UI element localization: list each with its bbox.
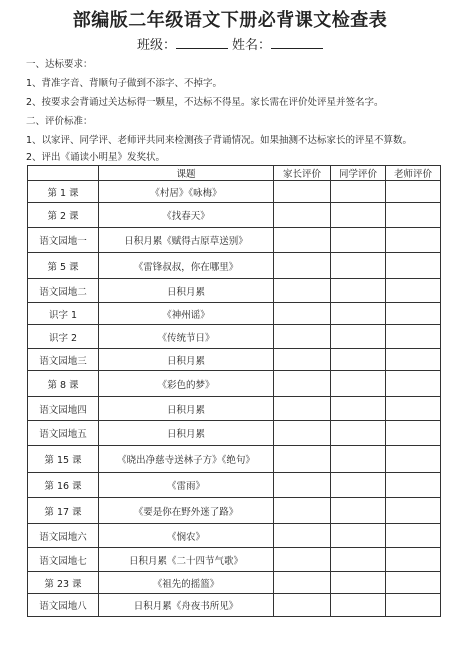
table-row: [28, 548, 441, 572]
checklist-table: [27, 165, 441, 617]
teacher-eval-cell[interactable]: [386, 498, 441, 524]
lesson-cell: 第 23 课: [28, 572, 99, 594]
parent-eval-cell[interactable]: [274, 203, 331, 228]
topic-cell: 日积月累: [99, 349, 274, 371]
header-classmate-eval: 同学评价: [331, 166, 386, 181]
teacher-eval-cell[interactable]: [386, 181, 441, 203]
classmate-eval-cell[interactable]: [331, 203, 386, 228]
teacher-eval-cell[interactable]: [386, 371, 441, 397]
name-blank[interactable]: [271, 36, 323, 49]
classmate-eval-cell[interactable]: [331, 371, 386, 397]
section-heading-criteria: 二、评价标准：: [26, 116, 93, 127]
topic-cell: 《祖先的摇篮》: [99, 572, 274, 594]
topic-cell: 日积月累《二十四节气歌》: [99, 548, 274, 572]
requirement-item-2: 2、按要求会背诵过关达标得一颗星，不达标不得星。家长需在评价处评星并签名字。: [26, 97, 384, 108]
parent-eval-cell[interactable]: [274, 228, 331, 253]
class-blank[interactable]: [176, 36, 228, 49]
teacher-eval-cell[interactable]: [386, 473, 441, 498]
criteria-item-2: 2、评出《诵读小明星》发奖状。: [26, 152, 166, 163]
topic-cell: 日积月累: [99, 279, 274, 303]
teacher-eval-cell[interactable]: [386, 253, 441, 279]
table-row: [28, 303, 441, 325]
classmate-eval-cell[interactable]: [331, 446, 386, 473]
header-lesson: [28, 166, 99, 181]
header-topic: 课题: [99, 166, 274, 181]
parent-eval-cell[interactable]: [274, 253, 331, 279]
class-label: 班级：: [136, 38, 176, 53]
table-header-row: [28, 166, 441, 181]
lesson-cell: 第 2 课: [28, 203, 99, 228]
classmate-eval-cell[interactable]: [331, 572, 386, 594]
teacher-eval-cell[interactable]: [386, 421, 441, 446]
lesson-cell: 语文园地五: [28, 421, 99, 446]
requirement-item-1: 1、背准字音、背顺句子做到不添字、不掉字。: [26, 78, 223, 89]
lesson-cell: 第 17 课: [28, 498, 99, 524]
teacher-eval-cell[interactable]: [386, 594, 441, 617]
topic-cell: 《找春天》: [99, 203, 274, 228]
parent-eval-cell[interactable]: [274, 421, 331, 446]
header-teacher-eval: 老师评价: [386, 166, 441, 181]
classmate-eval-cell[interactable]: [331, 181, 386, 203]
classmate-eval-cell[interactable]: [331, 548, 386, 572]
header-parent-eval: 家长评价: [274, 166, 331, 181]
table-row: [28, 498, 441, 524]
parent-eval-cell[interactable]: [274, 446, 331, 473]
table-row: [28, 397, 441, 421]
lesson-cell: 第 15 课: [28, 446, 99, 473]
parent-eval-cell[interactable]: [274, 349, 331, 371]
table-row: [28, 253, 441, 279]
topic-cell: 日积月累: [99, 397, 274, 421]
name-label: 姓名：: [232, 38, 272, 53]
teacher-eval-cell[interactable]: [386, 203, 441, 228]
parent-eval-cell[interactable]: [274, 548, 331, 572]
lesson-cell: 第 1 课: [28, 181, 99, 203]
table-row: [28, 349, 441, 371]
teacher-eval-cell[interactable]: [386, 548, 441, 572]
teacher-eval-cell[interactable]: [386, 397, 441, 421]
table-row: [28, 181, 441, 203]
table-row: [28, 228, 441, 253]
parent-eval-cell[interactable]: [274, 572, 331, 594]
teacher-eval-cell[interactable]: [386, 524, 441, 548]
lesson-cell: 第 5 课: [28, 253, 99, 279]
teacher-eval-cell[interactable]: [386, 303, 441, 325]
page-title: 部编版二年级语文下册必背课文检查表: [72, 10, 388, 31]
lesson-cell: 第 8 课: [28, 371, 99, 397]
topic-cell: 《雷锋叔叔，你在哪里》: [99, 253, 274, 279]
classmate-eval-cell[interactable]: [331, 279, 386, 303]
topic-cell: 《神州谣》: [99, 303, 274, 325]
parent-eval-cell[interactable]: [274, 303, 331, 325]
teacher-eval-cell[interactable]: [386, 279, 441, 303]
classmate-eval-cell[interactable]: [331, 325, 386, 349]
classmate-eval-cell[interactable]: [331, 421, 386, 446]
parent-eval-cell[interactable]: [274, 279, 331, 303]
table-row: [28, 421, 441, 446]
section-heading-requirements: 一、达标要求：: [26, 59, 93, 70]
parent-eval-cell[interactable]: [274, 473, 331, 498]
classmate-eval-cell[interactable]: [331, 303, 386, 325]
parent-eval-cell[interactable]: [274, 371, 331, 397]
table-row: [28, 325, 441, 349]
topic-cell: 《悯农》: [99, 524, 274, 548]
lesson-cell: 语文园地七: [28, 548, 99, 572]
lesson-cell: 识字 2: [28, 325, 99, 349]
teacher-eval-cell[interactable]: [386, 349, 441, 371]
table-row: [28, 524, 441, 548]
parent-eval-cell[interactable]: [274, 325, 331, 349]
lesson-cell: 语文园地二: [28, 279, 99, 303]
parent-eval-cell[interactable]: [274, 594, 331, 617]
criteria-item-1: 1、以家评、同学评、老师评共同来检测孩子背诵情况。如果抽测不达标家长的评星不算数。: [26, 135, 413, 146]
topic-cell: 《雷雨》: [99, 473, 274, 498]
classmate-eval-cell[interactable]: [331, 253, 386, 279]
classmate-eval-cell[interactable]: [331, 498, 386, 524]
lesson-cell: 语文园地四: [28, 397, 99, 421]
table-row: [28, 371, 441, 397]
teacher-eval-cell[interactable]: [386, 325, 441, 349]
teacher-eval-cell[interactable]: [386, 446, 441, 473]
classmate-eval-cell[interactable]: [331, 524, 386, 548]
lesson-cell: 语文园地八: [28, 594, 99, 617]
table-row: [28, 594, 441, 617]
table-row: [28, 446, 441, 473]
lesson-cell: 语文园地一: [28, 228, 99, 253]
teacher-eval-cell[interactable]: [386, 228, 441, 253]
classmate-eval-cell[interactable]: [331, 228, 386, 253]
topic-cell: 《要是你在野外迷了路》: [99, 498, 274, 524]
table-row: [28, 203, 441, 228]
classmate-eval-cell[interactable]: [331, 594, 386, 617]
classmate-eval-cell[interactable]: [331, 473, 386, 498]
parent-eval-cell[interactable]: [274, 498, 331, 524]
topic-cell: 《村居》《咏梅》: [99, 181, 274, 203]
topic-cell: 日积月累《赋得古原草送别》: [99, 228, 274, 253]
topic-cell: 日积月累: [99, 421, 274, 446]
table-row: [28, 473, 441, 498]
classmate-eval-cell[interactable]: [331, 349, 386, 371]
lesson-cell: 语文园地三: [28, 349, 99, 371]
table-row: [28, 279, 441, 303]
class-name-line: [0, 34, 460, 53]
parent-eval-cell[interactable]: [274, 524, 331, 548]
lesson-cell: 第 16 课: [28, 473, 99, 498]
parent-eval-cell[interactable]: [274, 181, 331, 203]
topic-cell: 日积月累《舟夜书所见》: [99, 594, 274, 617]
topic-cell: 《彩色的梦》: [99, 371, 274, 397]
topic-cell: 《传统节日》: [99, 325, 274, 349]
teacher-eval-cell[interactable]: [386, 572, 441, 594]
lesson-cell: 语文园地六: [28, 524, 99, 548]
classmate-eval-cell[interactable]: [331, 397, 386, 421]
topic-cell: 《晓出净慈寺送林子方》《绝句》: [99, 446, 274, 473]
lesson-cell: 识字 1: [28, 303, 99, 325]
table-row: [28, 572, 441, 594]
parent-eval-cell[interactable]: [274, 397, 331, 421]
